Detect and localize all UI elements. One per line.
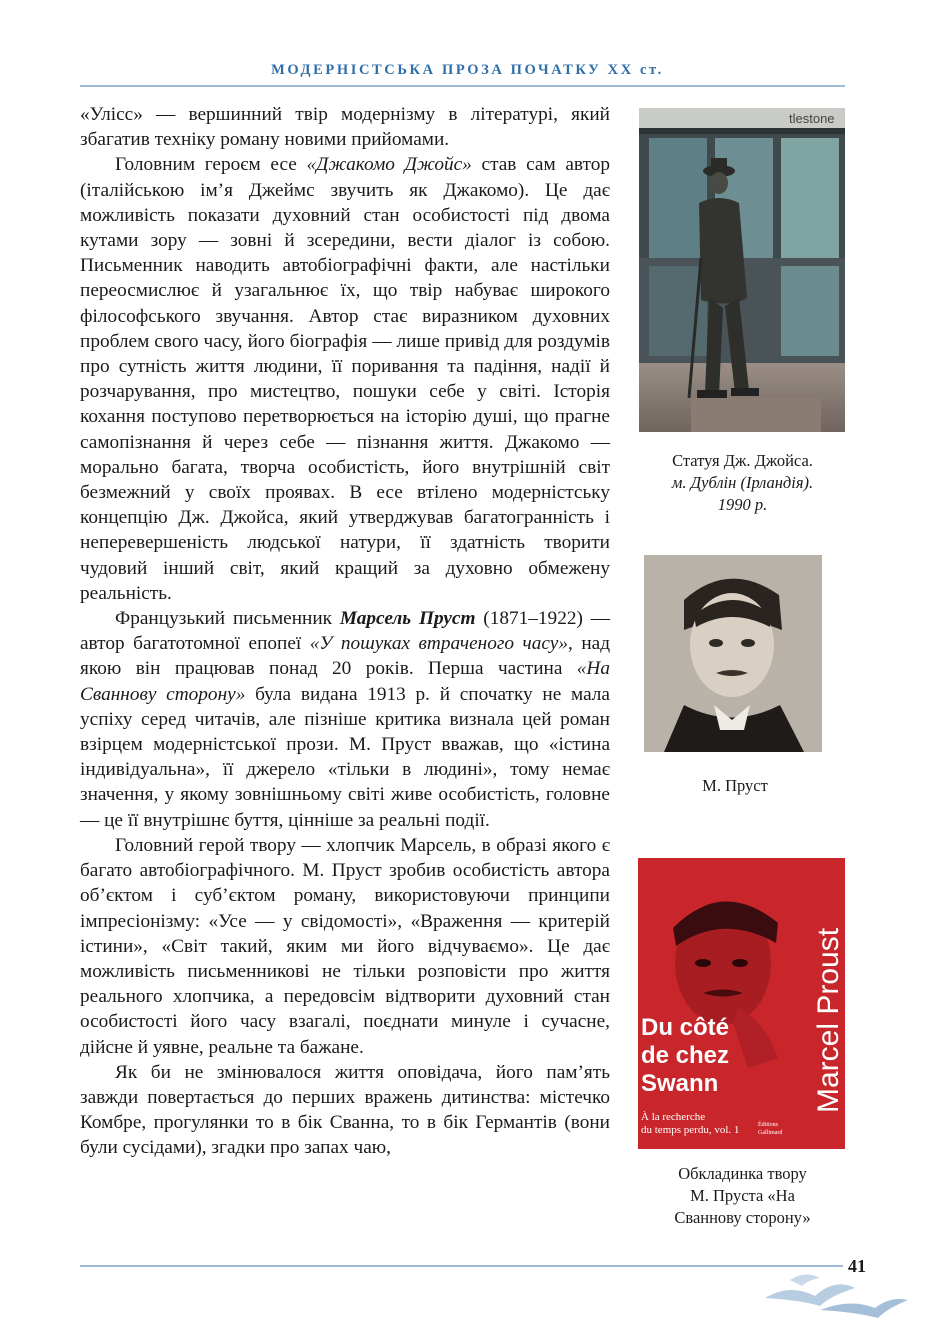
running-header: МОДЕРНІСТСЬКА ПРОЗА ПОЧАТКУ XX ст. [271,62,664,78]
caption-line: Сваннову сторону» [674,1208,811,1227]
paragraph-2 [80,152,610,606]
caption-line: 1990 р. [717,495,768,514]
work-title-swanns-way: «На Сваннову сторону» [80,658,610,705]
text-run: була видана 1913 р. й спочатку не мала успіху серед читачів, але пізніше критика визнала цей роман взірцем модерністської прози. М. Пруст вважав, що «істина індивідуальна», її джерело «тільки в людині», тому немає значення, у якому зовнішньому світі живе особистість, головне — це її внутрішнє буття, цінніше за реальні події. [80,683,610,831]
page-number: 41 [848,1256,866,1276]
shop-sign-text: tlestone [789,111,835,126]
text-run: , над якою він працював понад 20 років. Перша частина [80,633,611,680]
cover-author: Marcel Proust [812,927,845,1113]
caption-line: Статуя Дж. Джойса. [672,451,813,470]
proust-portrait-photo [644,555,822,752]
caption-line: М. Пруста «На [690,1186,795,1205]
statue-caption [640,450,845,516]
book-cover-swanns-way [638,858,845,1149]
text-run: Французький письменник [115,608,340,630]
paragraph-5: Як би не змінювалося життя оповідача, його пам’ять завжди повертається до перших вражень дитинства: містечко Комбре, прогулянки то в бік Сванна, то в бік Германтів (вони були сусідами), згадки про запах чаю, [80,1061,610,1159]
caption-line: м. Дублін (Ірландія). [671,473,814,492]
cover-title-line-2: de chez [641,1042,730,1069]
cover-subtitle-line-1: À la recherche [641,1111,706,1123]
caption-line: Обкладинка твору [678,1164,807,1183]
author-name-proust: Марсель Пруст [339,608,476,630]
cover-caption [640,1163,845,1229]
body-text [80,102,610,1161]
cover-publisher-line-1: Éditions [758,1122,779,1128]
text-run: Головним героєм есе [115,154,307,176]
joyce-statue-photo [639,108,845,432]
cover-title-line-3: Swann [641,1070,719,1097]
text-run: (1871–1922) — автор багатотомної епопеї [80,608,611,655]
paragraph-3 [80,606,610,833]
paragraph-4: Головний герой твору — хлопчик Марсель, в образі якого є багато автобіографічного. М. Пруст зробив особистість автора об’єктом і суб’єктом роману, використовуючи принципи імпресіонізму: «Усе — у свідомості», «Враження — критерій істини», «Світ такий, яким ми його відчуваємо». Це дає можливість письменникові не тільки розповісти про життя реального хлопчика, а передовсім відтворити духовний стан особистості його часу взагалі, поєднати минуле і сучасне, дійсне й уявне, реальне та бажане. [80,834,610,1058]
work-title-giacomo-joyce: «Джакомо Джойс» [306,154,472,176]
portrait-caption: М. Пруст [702,776,768,795]
birds-ornament-icon [760,1268,910,1328]
footer-divider [80,1265,843,1267]
header-divider [80,85,845,87]
paragraph-1: «Улісс» — вершинний твір модернізму в літературі, який збагатив техніку роману новими прийомами. [80,104,610,151]
text-run: став сам автор (італійською ім’я Джеймс звучить як Джакомо). Це дає можливість показати духовний стан особистості під двома кутами зору — зовні й зсередини, вести діалог із собою. Письменник наводить автобіографічні факти, але настільки переосмислює й узагальнює їх, що твір набуває широкого філософського звучання. Автор стає виразником духовних проблем свого часу, його біографія — лише привід для роздумів про сутність життя людини, її поривання та падіння, надії й розчарування, про мистецтво, пошуки себе у світі. Історія кохання поступово перетворюється на історію душі, що прагне самопізнання й через себе — пізнання життя. Джакомо — морально багата, творча особистість, його внутрішній світ безмежний у своїх проявах. В есе втілено модерністську концепцію Дж. Джойса, який утверджував багатогранність і неперевершеність людської натури, її здатність творити чудовий інший світ, який кращий за духовно обмежену реальність. [80,154,611,604]
cover-title-line-1: Du côté [641,1014,730,1041]
cover-publisher-line-2: Gallimard [758,1130,783,1136]
work-title-in-search: «У пошуках втраченого часу» [309,633,568,655]
cover-subtitle-line-2: du temps perdu, vol. 1 [641,1124,740,1136]
